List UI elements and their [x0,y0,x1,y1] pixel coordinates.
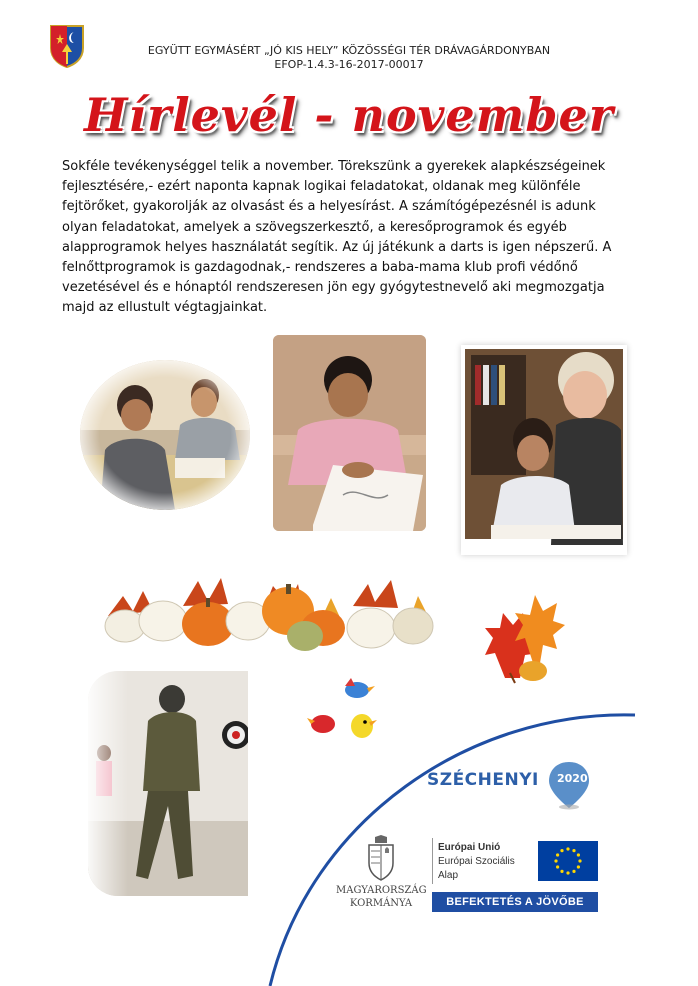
szechenyi-label: SZÉCHENYI [427,770,539,790]
eu-line1: Európai Unió [438,842,501,853]
header [0,44,698,72]
header-project-code: EFOP-1.4.3-16-2017-00017 [274,58,424,71]
photo-girl-drawing [273,335,426,531]
photo-girl-with-teacher [461,345,627,555]
eu-text [438,841,515,883]
eu-line3: Alap [438,870,459,881]
photo-darts-game [88,671,248,896]
eu-line2: Európai Szociális [438,856,515,867]
eu-fund-logo [432,838,602,914]
szechenyi-2020-logo [427,760,592,810]
hungary-crest-icon [365,835,397,881]
page-title: Hírlevél - november [84,88,614,142]
autumn-leaves-icon [485,583,565,693]
header-project-title: EGYÜTT EGYMÁSÉRT „JÓ KIS HELY” KÖZÖSSÉGI TÉR DRÁVAGÁRDONYBAN [147,44,551,57]
eu-banner: BEFEKTETÉS A JÖVŐBE [432,892,598,912]
government-line1: MAGYARORSZÁG [336,885,427,896]
photo-boys-studying [80,360,250,510]
government-logo-text [336,884,426,910]
pumpkin-garland-icon [103,566,435,652]
szechenyi-pin-icon [547,760,591,810]
government-line2: KORMÁNYA [349,898,413,909]
szechenyi-year: 2020 [557,772,588,785]
intro-paragraph: Sokféle tevékenységgel telik a november. Törekszünk a gyerekek alapkészségeinek fejlesztésére,- ezért naponta kapnak logikai feladatokat, oldanak meg különféle fejtörőket, gyakorolják az olvasást és a helyesírást. A számítógépezésnél is adunk olyan feladatokat, amelyek a szövegszerkesztő, a keresőprogramok és egyéb alapprogramok helyes használatát segítik. Az új játékunk a darts is igen népszerű. A felnőttprogramok is gazdagodnak,- rendszeres a baba-mama klub profi védőnő vezetésével és e hónaptól rendszeresen jön egy gyógytestnevelő aki megmozgatja majd az ellustult végtagjainkat. [62,159,612,316]
eu-flag-icon [538,841,598,881]
